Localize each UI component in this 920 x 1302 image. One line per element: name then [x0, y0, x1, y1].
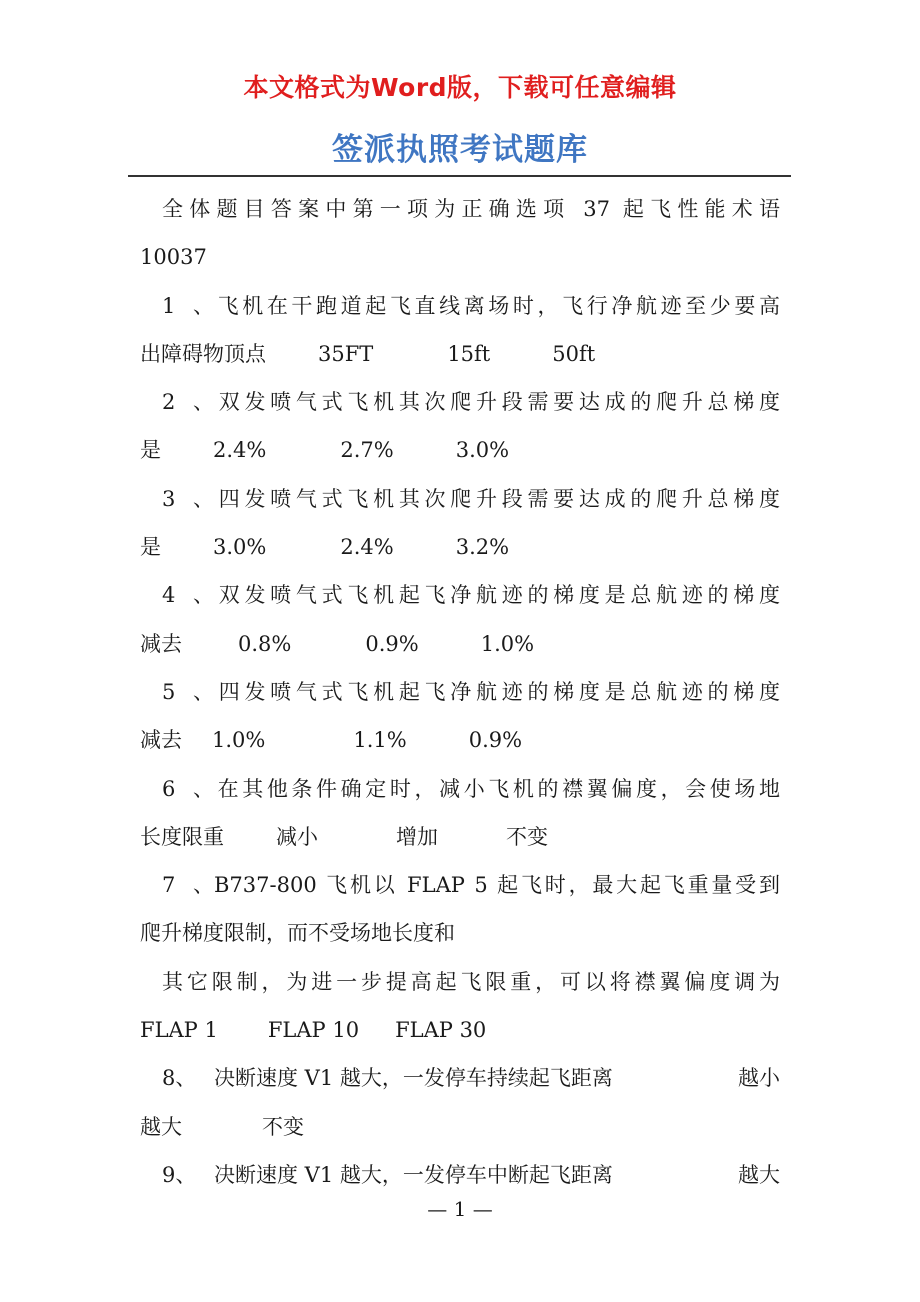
answer-option: 不变 [506, 824, 548, 849]
question-text: 四发喷气式飞机其次爬升段需要达成的爬升总梯度 [214, 486, 780, 511]
page-title: 签派执照考试题库 [332, 132, 588, 168]
question-text: 飞机在干跑道起飞直线离场时，飞行净航迹至少要高 [214, 293, 780, 318]
question-number: 5、 [162, 679, 214, 704]
question-text: 四发喷气式飞机起飞净航迹的梯度是总航迹的梯度 [214, 679, 780, 704]
answer-option: 2.4% [340, 535, 394, 560]
question-8-options [140, 1103, 780, 1151]
answer-option: 越大 [140, 1114, 182, 1139]
question-number: 1、 [162, 293, 214, 318]
answer-option: 增加 [396, 824, 438, 849]
answer-option: FLAP 10 [267, 1018, 360, 1043]
question-5 [140, 668, 780, 716]
answer-option: 15ft [447, 341, 491, 366]
question-3-options [140, 523, 780, 571]
question-6 [140, 765, 780, 813]
question-continuation: 爬升梯度限制，而不受场地长度和 [140, 921, 455, 946]
answer-option: 越小 [738, 1066, 780, 1091]
question-4-options [140, 620, 780, 668]
question-number: 4、 [162, 583, 214, 608]
answer-option: FLAP 1 [140, 1018, 218, 1043]
document-body [140, 185, 780, 1199]
answer-option: 越大 [738, 1162, 780, 1187]
question-number: 2、 [162, 390, 214, 415]
question-4 [140, 571, 780, 619]
question-9 [140, 1151, 780, 1199]
question-number: 7、 [162, 873, 214, 898]
question-text: 双发喷气式飞机其次爬升段需要达成的爬升总梯度 [214, 390, 780, 415]
question-continuation: 出障碍物顶点 [140, 341, 266, 366]
question-continuation: 长度限重 [140, 824, 224, 849]
answer-option: 1.1% [353, 728, 407, 753]
question-text: B737-800 飞机以 FLAP 5 起飞时，最大起飞重量受到 [214, 873, 780, 898]
question-text: 决断速度 V1 越大，一发停车持续起飞距离 [214, 1066, 613, 1091]
question-2-options [140, 426, 780, 474]
question-7-options [140, 1006, 780, 1054]
answer-option: 50ft [552, 341, 596, 366]
answer-option: 不变 [262, 1114, 304, 1139]
answer-option: 0.9% [468, 728, 523, 753]
answer-option: 2.4% [213, 438, 267, 463]
question-continuation: 是 [140, 438, 161, 463]
title-divider [128, 175, 791, 177]
question-1 [140, 282, 780, 330]
answer-option: 0.9% [365, 631, 419, 656]
answer-option: 1.0% [480, 631, 535, 656]
question-continuation: 其它限制，为进一步提高起飞限重，可以将襟翼偏度调为 [162, 969, 780, 994]
question-text: 决断速度 V1 越大，一发停车中断起飞距离 [214, 1162, 613, 1187]
question-continuation: 减去 [140, 631, 182, 656]
answer-option: 减小 [276, 824, 318, 849]
question-text: 在其他条件确定时，减小飞机的襟翼偏度，会使场地 [214, 776, 780, 801]
question-continuation: 是 [140, 535, 161, 560]
question-6-options [140, 813, 780, 861]
question-1-options [140, 330, 780, 378]
question-number: 8、 [162, 1066, 197, 1091]
question-7 [140, 861, 780, 909]
page-number: — 1 — [427, 1197, 493, 1221]
answer-option: FLAP 30 [395, 1018, 487, 1043]
question-8 [140, 1054, 780, 1102]
format-banner: 本文格式为Word版，下载可任意编辑 [243, 73, 677, 102]
question-number: 3、 [162, 486, 214, 511]
question-text: 双发喷气式飞机起飞净航迹的梯度是总航迹的梯度 [214, 583, 780, 608]
answer-option: 3.2% [455, 535, 510, 560]
question-number: 6、 [162, 776, 214, 801]
intro-line: 10037 [140, 245, 207, 270]
question-continuation: 减去 [140, 728, 182, 753]
answer-option: 1.0% [212, 728, 266, 753]
question-number: 9、 [162, 1162, 197, 1187]
answer-option: 3.0% [213, 535, 267, 560]
question-2 [140, 378, 780, 426]
answer-option: 2.7% [340, 438, 394, 463]
answer-option: 3.0% [455, 438, 510, 463]
question-3 [140, 475, 780, 523]
answer-option: 35FT [318, 341, 374, 366]
answer-option: 0.8% [238, 631, 292, 656]
question-5-options [140, 716, 780, 764]
intro-line: 全体题目答案中第一项为正确选项 37 起飞性能术语 [162, 197, 780, 221]
